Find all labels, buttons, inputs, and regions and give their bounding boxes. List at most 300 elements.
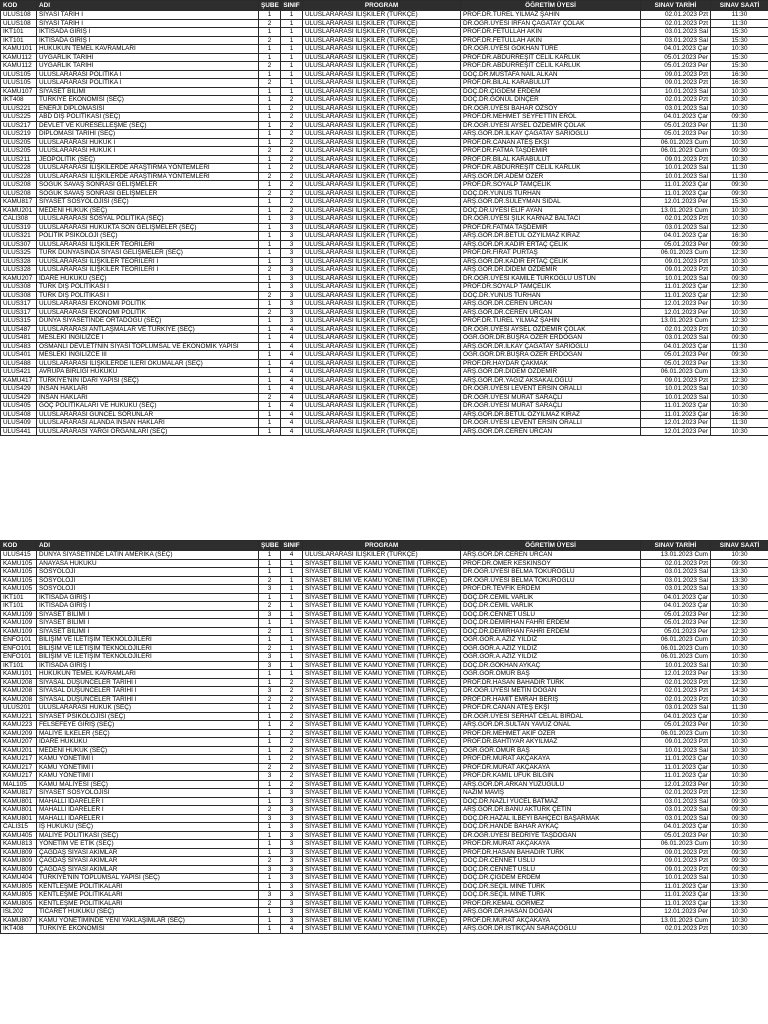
exam-date: 10.01.2023 Sal [641,274,711,283]
exam-date: 02.01.2023 Pzt [641,687,711,696]
exam-time: 10:30 [711,874,768,883]
table-header-row [1,1,768,11]
class-year: 4 [281,385,303,394]
instructor: ARŞ.GÖR.DR.DİDEM ÖZDEMİR [461,266,641,275]
class-year: 3 [281,257,303,266]
program: SİYASET BİLİMİ VE KAMU YÖNETİMİ (TÜRKÇE) [303,882,461,891]
program: ULUSLARARASI İLİŞKİLER (TÜRKÇE) [303,368,461,377]
program: SİYASET BİLİMİ VE KAMU YÖNETİMİ (TÜRKÇE) [303,823,461,832]
program: ULUSLARARASI İLİŞKİLER (TÜRKÇE) [303,189,461,198]
program: SİYASET BİLİMİ VE KAMU YÖNETİMİ (TÜRKÇE) [303,644,461,653]
course-name: UYGARLIK TARİHİ [37,62,259,71]
course-name: ULUSLARARASI EKONOMİ POLİTİK [37,308,259,317]
exam-time: 09:30 [711,113,768,122]
table-row [1,147,768,156]
class-year: 3 [281,857,303,866]
table-row [1,376,768,385]
course-name: ULUSLARARASI İLİŞKİLERDE ARAŞTIRMA YÖNTEMLERİ [37,172,259,181]
program: SİYASET BİLİMİ VE KAMU YÖNETİMİ (TÜRKÇE) [303,857,461,866]
class-year: 2 [281,755,303,764]
exam-time: 12:30 [711,627,768,636]
section: 1 [259,419,281,428]
course-code: ULUS328 [1,266,37,275]
section: 2 [259,899,281,908]
exam-time: 10:30 [711,721,768,730]
instructor: DOÇ.DR.DEMİRHAN FAHRİ ERDEM [461,619,641,628]
course-code: KAMU813 [1,840,37,849]
exam-time: 09:30 [711,848,768,857]
course-name: TÜRK DIŞ POLİTİKASI I [37,291,259,300]
exam-date: 06.01.2023 Cum [641,636,711,645]
exam-date: 03.01.2023 Sal [641,814,711,823]
exam-date: 05.01.2023 Per [641,53,711,62]
class-year: 1 [281,644,303,653]
class-year: 4 [281,419,303,428]
exam-date: 09.01.2023 Pzt [641,257,711,266]
exam-time: 12:30 [711,789,768,798]
exam-time: 10:30 [711,908,768,917]
section: 1 [259,130,281,139]
exam-date: 02.01.2023 Pzt [641,559,711,568]
section: 1 [259,925,281,934]
section: 1 [259,240,281,249]
table-row [1,359,768,368]
instructor: PROF.DR.HAMİT EMRAH BERİŞ [461,695,641,704]
instructor: ARŞ.GÖR.DR.İLKAY ÇAĞATAY SARIOĞLU [461,342,641,351]
section: 2 [259,189,281,198]
class-year: 3 [281,908,303,917]
course-name: ULUSLARARASI HUKUK I [37,138,259,147]
instructor: ARŞ.GÖR.DR.ADEM ÖZER [461,172,641,181]
exam-schedule-table-1 [0,0,768,436]
exam-date: 04.01.2023 Çar [641,342,711,351]
program: SİYASET BİLİMİ VE KAMU YÖNETİMİ (TÜRKÇE) [303,789,461,798]
table-row [1,257,768,266]
course-name: İNSAN HAKLARI [37,393,259,402]
header-ogretim-uyesi: ÖĞRETİM ÜYESİ [461,541,641,551]
table-row [1,342,768,351]
exam-date: 09.01.2023 Pzt [641,155,711,164]
table-row [1,96,768,105]
section: 2 [259,644,281,653]
exam-time: 10:30 [711,393,768,402]
course-name: KAMU YÖNETİMİNDE YENİ YAKLAŞIMLAR (SEÇ) [37,916,259,925]
exam-time: 09:30 [711,857,768,866]
instructor: PROF.DR.ABDURREŞİT CELİL KARLUK [461,164,641,173]
course-code: ULUS317 [1,308,37,317]
course-name: AVRUPA BİRLİĞİ HUKUKU [37,368,259,377]
course-code: ULUS221 [1,104,37,113]
program: SİYASET BİLİMİ VE KAMU YÖNETİMİ (TÜRKÇE) [303,865,461,874]
exam-date: 03.01.2023 Sal [641,568,711,577]
class-year: 3 [281,797,303,806]
course-code: ULUS205 [1,147,37,156]
exam-date: 05.01.2023 Per [641,240,711,249]
instructor: ARŞ.GÖR.DR.HASAN DOĞAN [461,908,641,917]
course-code: ULUS321 [1,232,37,241]
section: 1 [259,232,281,241]
class-year: 1 [281,53,303,62]
table-row [1,53,768,62]
section: 1 [259,104,281,113]
exam-date: 03.01.2023 Sal [641,576,711,585]
program: SİYASET BİLİMİ VE KAMU YÖNETİMİ (TÜRKÇE) [303,602,461,611]
course-name: MAHALLİ İDARELER I [37,814,259,823]
class-year: 2 [281,164,303,173]
class-year: 2 [281,772,303,781]
section: 2 [259,695,281,704]
course-code: KAMU801 [1,806,37,815]
course-code: KAMU101 [1,45,37,54]
exam-date: 06.01.2023 Cum [641,840,711,849]
instructor: DOÇ.DR.CENNET USLU [461,865,641,874]
course-code: KAMU817 [1,789,37,798]
exam-time: 10:30 [711,138,768,147]
instructor: PROF.DR.MEHMET AKİF ÖZER [461,729,641,738]
section: 1 [259,755,281,764]
table-body-1 [1,11,768,436]
exam-time: 13:30 [711,359,768,368]
class-year: 3 [281,806,303,815]
class-year: 1 [281,79,303,88]
instructor: PROF.DR.BİLAL KARABULUT [461,79,641,88]
section: 1 [259,385,281,394]
exam-date: 11.01.2023 Çar [641,772,711,781]
table-row [1,223,768,232]
course-code: KAMU417 [1,376,37,385]
class-year: 1 [281,670,303,679]
exam-time: 10:30 [711,636,768,645]
program: ULUSLARARASI İLİŞKİLER (TÜRKÇE) [303,62,461,71]
course-name: JEOPOLİTİK (SEÇ) [37,155,259,164]
course-name: MALİYE POLİTİKASI (SEÇ) [37,831,259,840]
exam-time: 13:30 [711,899,768,908]
exam-time: 10:30 [711,644,768,653]
exam-date: 02.01.2023 Pzt [641,925,711,934]
instructor: DR.ÖĞR.ÜYESİ BEDRİYE TAŞDOĞAN [461,831,641,840]
section: 1 [259,11,281,20]
exam-time: 10:30 [711,402,768,411]
table-row [1,746,768,755]
header-sinav-saati: SINAV SAATİ [711,541,768,551]
table-row [1,419,768,428]
class-year: 2 [281,155,303,164]
program: ULUSLARARASI İLİŞKİLER (TÜRKÇE) [303,334,461,343]
section: 1 [259,342,281,351]
exam-time: 12:30 [711,291,768,300]
section: 1 [259,351,281,360]
course-code: ULUS328 [1,257,37,266]
program: ULUSLARARASI İLİŞKİLER (TÜRKÇE) [303,274,461,283]
section: 1 [259,908,281,917]
course-code: KAMU207 [1,274,37,283]
section: 1 [259,45,281,54]
exam-time: 10:30 [711,427,768,436]
instructor: DR.ÖĞR.ÜYESİ BELMA TOKUROĞLU [461,576,641,585]
class-year: 4 [281,410,303,419]
instructor: DOÇ.DR.CENNET USLU [461,610,641,619]
program: SİYASET BİLİMİ VE KAMU YÖNETİMİ (TÜRKÇE) [303,704,461,713]
course-name: ULUSLARARASI ANTLAŞMALAR VE TÜRKİYE (SEÇ) [37,325,259,334]
table-row [1,857,768,866]
instructor: DR.ÖĞR.ÜYESİ LEVENT ERSİN ORALLI [461,385,641,394]
table-row [1,908,768,917]
class-year: 2 [281,780,303,789]
exam-date: 12.01.2023 Per [641,427,711,436]
course-name: POLİTİK PSİKOLOJİ (SEÇ) [37,232,259,241]
instructor: ÖĞR.GÖR.A.AZİZ YILDIZ [461,653,641,662]
program: ULUSLARARASI İLİŞKİLER (TÜRKÇE) [303,410,461,419]
exam-date: 02.01.2023 Pzt [641,11,711,20]
course-name: ABD DIŞ POLİTİKASI (SEÇ) [37,113,259,122]
table-row [1,721,768,730]
course-code: ENFO101 [1,644,37,653]
program: SİYASET BİLİMİ VE KAMU YÖNETİMİ (TÜRKÇE) [303,593,461,602]
instructor: ARŞ.GÖR.DR.İLKAY ÇAĞATAY SARIOĞLU [461,130,641,139]
program: ULUSLARARASI İLİŞKİLER (TÜRKÇE) [303,206,461,215]
course-name: TÜRK DIŞ POLİTİKASI I [37,283,259,292]
course-name: DİPLOMASİ TARİHİ (SEÇ) [37,130,259,139]
exam-time: 09:30 [711,274,768,283]
exam-time: 15:30 [711,36,768,45]
class-year: 3 [281,814,303,823]
section: 1 [259,198,281,207]
exam-time: 10:30 [711,325,768,334]
program: ULUSLARARASI İLİŞKİLER (TÜRKÇE) [303,419,461,428]
course-code: KAMU208 [1,678,37,687]
exam-date: 09.01.2023 Pzt [641,266,711,275]
class-year: 3 [281,916,303,925]
program: ULUSLARARASI İLİŞKİLER (TÜRKÇE) [303,427,461,436]
section: 1 [259,300,281,309]
section: 3 [259,891,281,900]
course-code: KAMU223 [1,721,37,730]
instructor: DOÇ.DR.SEÇİL MİNE TÜRK [461,882,641,891]
course-code: KAMU109 [1,610,37,619]
table-row [1,636,768,645]
table-row [1,610,768,619]
class-year: 3 [281,848,303,857]
course-code: KAMU109 [1,627,37,636]
header-sinif: SINIF [281,1,303,11]
course-code: IKT408 [1,925,37,934]
header-sinav-tarihi: SINAV TARİHİ [641,1,711,11]
instructor: DOÇ.DR.YUNUS TURHAN [461,291,641,300]
exam-time: 12:30 [711,376,768,385]
course-code: KAMU404 [1,874,37,883]
program: ULUSLARARASI İLİŞKİLER (TÜRKÇE) [303,240,461,249]
course-code: KAMU109 [1,619,37,628]
section: 1 [259,283,281,292]
section: 1 [259,257,281,266]
exam-date: 03.01.2023 Sal [641,28,711,37]
exam-time: 10:30 [711,661,768,670]
instructor: ARŞ.GÖR.DR.BETÜL ÖZYILMAZ KİRAZ [461,232,641,241]
exam-time: 09:30 [711,797,768,806]
program: ULUSLARARASI İLİŞKİLER (TÜRKÇE) [303,223,461,232]
exam-date: 09.01.2023 Pzt [641,857,711,866]
table-row [1,427,768,436]
exam-time: 12:30 [711,223,768,232]
exam-time: 12:30 [711,678,768,687]
course-code: KAMU208 [1,695,37,704]
table-row [1,670,768,679]
instructor: ARŞ.GÖR.DR.BANU AKTÜRK ÇETİN [461,806,641,815]
header-sinav-tarihi: SINAV TARİHİ [641,541,711,551]
class-year: 1 [281,636,303,645]
section: 1 [259,164,281,173]
table-row [1,410,768,419]
section: 3 [259,653,281,662]
section: 3 [259,610,281,619]
exam-time: 10:30 [711,772,768,781]
instructor: DR.ÖĞR.ÜYESİ MURAT SARAÇLI [461,402,641,411]
section: 2 [259,576,281,585]
instructor: PROF.DR.BİLAL KARABULUT [461,155,641,164]
exam-time: 10:30 [711,551,768,560]
course-name: TÜRKİYE EKONOMİSİ [37,925,259,934]
exam-date: 05.01.2023 Per [641,619,711,628]
section: 1 [259,138,281,147]
program: SİYASET BİLİMİ VE KAMU YÖNETİMİ (TÜRKÇE) [303,627,461,636]
exam-date: 13.01.2023 Cum [641,317,711,326]
program: ULUSLARARASI İLİŞKİLER (TÜRKÇE) [303,113,461,122]
exam-time: 12:30 [711,283,768,292]
exam-time: 10:30 [711,96,768,105]
course-name: MAHALLİ İDARELER I [37,806,259,815]
table-row [1,704,768,713]
instructor: PROF.DR.SOYALP TAMÇELİK [461,283,641,292]
course-name: KENTLEŞME POLİTİKALARI [37,891,259,900]
section: 2 [259,147,281,156]
exam-time: 09:30 [711,189,768,198]
instructor: PROF.DR.ABDURREŞİT CELİL KARLUK [461,62,641,71]
exam-date: 06.01.2023 Cum [641,729,711,738]
course-code: ULUS219 [1,130,37,139]
table-row [1,899,768,908]
exam-time: 11:30 [711,172,768,181]
exam-time: 11:30 [711,164,768,173]
course-name: MAHALLİ İDARELER I [37,797,259,806]
course-name: SİYASİ TARİH I [37,19,259,28]
exam-date: 04.01.2023 Çar [641,602,711,611]
exam-time: 10:30 [711,206,768,215]
exam-time: 11:30 [711,19,768,28]
course-name: HUKUKUN TEMEL KAVRAMLARI [37,670,259,679]
exam-time: 12:30 [711,317,768,326]
instructor: ARŞ.GÖR.DR.CEREN URCAN [461,427,641,436]
table-row [1,28,768,37]
instructor: ÖĞR.GÖR.DR.BÜŞRA ÖZER ERDOĞAN [461,334,641,343]
section: 1 [259,121,281,130]
table-row [1,678,768,687]
instructor: DR.ÖĞR.ÜYESİ BELMA TOKUROĞLU [461,568,641,577]
section: 2 [259,763,281,772]
class-year: 2 [281,96,303,105]
program: SİYASET BİLİMİ VE KAMU YÖNETİMİ (TÜRKÇE) [303,712,461,721]
header-kod: KOD [1,1,37,11]
exam-date: 11.01.2023 Çar [641,755,711,764]
section: 1 [259,823,281,832]
table-row [1,551,768,560]
course-name: SİYASET PSİKOLOJİSİ (SEÇ) [37,712,259,721]
class-year: 3 [281,274,303,283]
table-row [1,576,768,585]
exam-date: 12.01.2023 Per [641,198,711,207]
instructor: ARŞ.GÖR.DR.BETÜL ÖZYILMAZ KİRAZ [461,410,641,419]
program: ULUSLARARASI İLİŞKİLER (TÜRKÇE) [303,317,461,326]
course-name: SİYASET BİLİMİ I [37,627,259,636]
course-name: ULUSLARARASI POLİTİKA I [37,70,259,79]
section: 1 [259,874,281,883]
exam-date: 10.01.2023 Sal [641,746,711,755]
exam-date: 13.01.2023 Cum [641,551,711,560]
table-row [1,138,768,147]
course-code: IKT101 [1,661,37,670]
class-year: 1 [281,62,303,71]
course-code: ULUS211 [1,155,37,164]
course-code: ULUS208 [1,189,37,198]
exam-time: 13:30 [711,576,768,585]
course-code: ULUS405 [1,402,37,411]
exam-date: 09.01.2023 Pzt [641,865,711,874]
instructor: ARŞ.GÖR.DR.SÜLEYMAN SIDAL [461,198,641,207]
table-row [1,695,768,704]
course-name: SİYASAL DÜŞÜNCELER TARİHİ I [37,678,259,687]
class-year: 2 [281,712,303,721]
class-year: 3 [281,266,303,275]
course-code: ULUS208 [1,181,37,190]
course-code: ULUS441 [1,427,37,436]
instructor: PROF.DR.TUREL YILMAZ ŞAHİN [461,11,641,20]
program: ULUSLARARASI İLİŞKİLER (TÜRKÇE) [303,155,461,164]
class-year: 1 [281,627,303,636]
section: 1 [259,729,281,738]
course-name: ÇAĞDAŞ SİYASİ AKIMLAR [37,857,259,866]
table-row [1,806,768,815]
course-name: BİLİŞİM VE İLETİŞİM TEKNOLOJİLERİ [37,636,259,645]
program: ULUSLARARASI İLİŞKİLER (TÜRKÇE) [303,104,461,113]
course-name: MALİYE İLKELER (SEÇ) [37,729,259,738]
section: 1 [259,568,281,577]
table-row [1,11,768,20]
header-sube: ŞUBE [259,1,281,11]
instructor: ARŞ.GÖR.DR.DİDEM ÖZDEMİR [461,368,641,377]
instructor: PROF.DR.CANAN ATEŞ EKŞİ [461,138,641,147]
course-code: KAMU107 [1,87,37,96]
section: 2 [259,627,281,636]
table-row [1,62,768,71]
table-row [1,206,768,215]
course-name: ULUSLARARASI HUKUK I [37,147,259,156]
program: ULUSLARARASI İLİŞKİLER (TÜRKÇE) [303,70,461,79]
program: ULUSLARARASI İLİŞKİLER (TÜRKÇE) [303,172,461,181]
course-code: ULUS205 [1,138,37,147]
class-year: 1 [281,593,303,602]
program: SİYASET BİLİMİ VE KAMU YÖNETİMİ (TÜRKÇE) [303,797,461,806]
instructor: DOÇ.DR.HANDE BAHAR AYKAÇ [461,823,641,832]
course-name: İDARE HUKUKU [37,738,259,747]
program: SİYASET BİLİMİ VE KAMU YÖNETİMİ (TÜRKÇE) [303,653,461,662]
program: SİYASET BİLİMİ VE KAMU YÖNETİMİ (TÜRKÇE) [303,874,461,883]
class-year: 4 [281,393,303,402]
section: 2 [259,602,281,611]
header-sinif: SINIF [281,541,303,551]
instructor: DR.ÖĞR.ÜYESİ AYSEL ÖZDEMİR ÇOLAK [461,325,641,334]
program: SİYASET BİLİMİ VE KAMU YÖNETİMİ (TÜRKÇE) [303,619,461,628]
class-year: 1 [281,653,303,662]
section: 1 [259,678,281,687]
